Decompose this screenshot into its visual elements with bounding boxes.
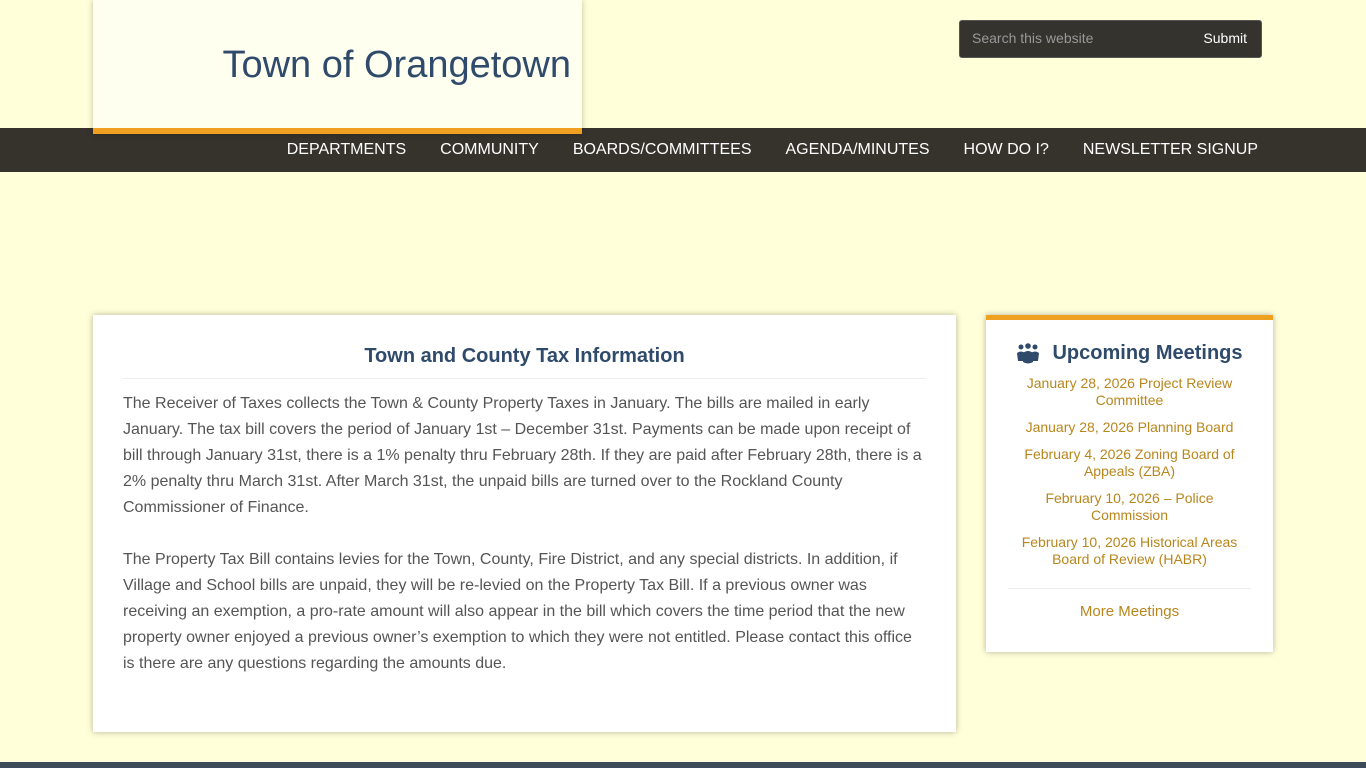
article-paragraph: The Receiver of Taxes collects the Town & County Property Taxes in January. The bills are mailed in early January. The tax bill covers the period of January 1st – December 31st. Payments can be made upon receipt of bill through January 31st, there is a 1% penalty thru February 28th. If they are paid after February 28th, there is a 2% penalty thru March 31st. After March 31st, the unpaid bills are turned over to the Rockland County Commissioner of Finance. <box>123 395 922 516</box>
site-logo[interactable] <box>93 0 582 134</box>
widget-title: Upcoming Meetings <box>1052 342 1243 364</box>
meeting-link[interactable]: February 10, 2026 – Police Commission <box>1045 490 1214 523</box>
nav-newsletter-signup[interactable]: NEWSLETTER SIGNUP <box>1082 141 1258 158</box>
site-title[interactable]: Town of Orangetown <box>222 44 571 86</box>
nav-how-do-i[interactable]: HOW DO I? <box>963 141 1049 158</box>
search-form <box>959 20 1262 58</box>
meeting-link[interactable]: January 28, 2026 Planning Board <box>1025 419 1234 435</box>
search-submit-button[interactable]: Submit <box>1203 30 1247 46</box>
article-paragraph: The Property Tax Bill contains levies for the Town, County, Fire District, and any special districts. In addition, if Village and School bills are unpaid, they will be re-levied on the Property Tax Bill. If a previous owner was receiving an exemption, a pro-rate amount will also appear in the bill which covers the time period that the new property owner enjoyed a previous owner’s exemption to which they were not entitled. Please contact this office is there are any questions regarding the amounts due. <box>123 551 912 672</box>
nav-departments[interactable]: DEPARTMENTS <box>286 141 407 158</box>
article <box>93 315 956 732</box>
meeting-link[interactable]: February 4, 2026 Zoning Board of Appeals (ZBA) <box>1024 446 1235 479</box>
nav-community[interactable]: COMMUNITY <box>440 141 539 158</box>
more-meetings-link[interactable]: More Meetings <box>1079 603 1180 620</box>
divider <box>1008 588 1251 589</box>
nav-agenda-minutes[interactable]: AGENDA/MINUTES <box>785 141 930 158</box>
article-title: Town and County Tax Information <box>123 345 926 379</box>
footer-bar <box>0 762 1366 768</box>
search-input[interactable] <box>972 30 1152 46</box>
meeting-link[interactable]: January 28, 2026 Project Review Committee <box>1026 375 1233 408</box>
meeting-link[interactable]: February 10, 2026 Historical Areas Board of Review (HABR) <box>1021 534 1238 567</box>
nav-boards-committees[interactable]: BOARDS/COMMITTEES <box>572 141 752 158</box>
upcoming-meetings-widget <box>986 315 1273 652</box>
main-nav <box>0 128 1366 172</box>
people-group-icon <box>1016 343 1040 365</box>
